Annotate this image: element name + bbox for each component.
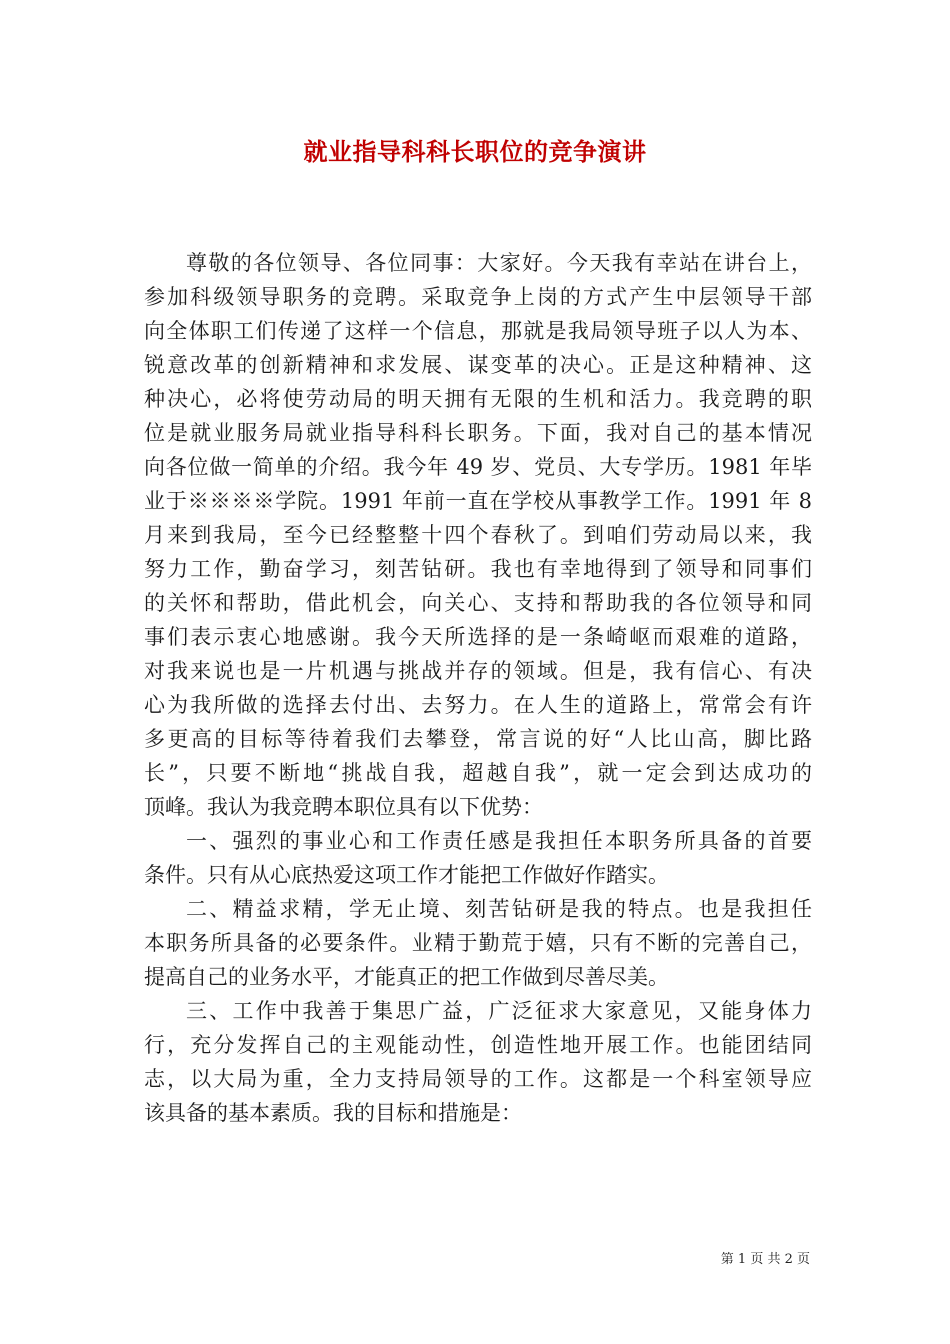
text-line: 条件。只有从心底热爱这项工作才能把工作做好作踏实。 xyxy=(144,863,669,887)
text-line: 二、精益求精，学无止境、刻苦钻研是我的特点。也是我担任 xyxy=(186,897,812,921)
text-line: 一、强烈的事业心和工作责任感是我担任本职务所具备的首要 xyxy=(186,829,812,853)
page-footer: 第 1 页 共 2 页 xyxy=(720,1252,810,1267)
text-line: 的关怀和帮助，借此机会，向关心、支持和帮助我的各位领导和同 xyxy=(144,591,812,615)
text-line: 位是就业服务局就业指导科科长职务。下面，我对自己的基本情况 xyxy=(144,421,812,445)
text-line: 业于※※※※学院。1991 年前一直在学校从事教学工作。1991 年 8 xyxy=(144,489,812,513)
text-line: 心为我所做的选择去付出、去努力。在人生的道路上，常常会有许 xyxy=(144,693,812,717)
text-line: 三、工作中我善于集思广益，广泛征求大家意见，又能身体力 xyxy=(186,999,812,1023)
document-title: 就业指导科科长职位的竞争演讲 xyxy=(303,137,647,166)
text-line: 顶峰。我认为我竞聘本职位具有以下优势： xyxy=(144,795,543,819)
text-line: 尊敬的各位领导、各位同事：大家好。今天我有幸站在讲台上， xyxy=(186,251,812,275)
text-line: 对我来说也是一片机遇与挑战并存的领域。但是，我有信心、有决 xyxy=(144,659,812,683)
text-line: 努力工作，勤奋学习，刻苦钻研。我也有幸地得到了领导和同事们 xyxy=(144,557,812,581)
text-line: 种决心，必将使劳动局的明天拥有无限的生机和活力。我竞聘的职 xyxy=(144,387,812,411)
text-line: 志，以大局为重，全力支持局领导的工作。这都是一个科室领导应 xyxy=(144,1067,812,1091)
text-line: 月来到我局，至今已经整整十四个春秋了。到咱们劳动局以来，我 xyxy=(144,523,812,547)
text-line: 参加科级领导职务的竞聘。采取竞争上岗的方式产生中层领导干部 xyxy=(144,285,812,309)
text-line: 锐意改革的创新精神和求发展、谋变革的决心。正是这种精神、这 xyxy=(144,353,812,377)
text-line: 多更高的目标等待着我们去攀登，常言说的好“人比山高，脚比路 xyxy=(144,727,812,751)
text-line: 行，充分发挥自己的主观能动性，创造性地开展工作。也能团结同 xyxy=(144,1033,812,1057)
text-line: 事们表示衷心地感谢。我今天所选择的是一条崎岖而艰难的道路， xyxy=(144,625,812,649)
text-line: 该具备的基本素质。我的目标和措施是： xyxy=(144,1101,522,1125)
text-line: 本职务所具备的必要条件。业精于勤荒于嬉，只有不断的完善自己， xyxy=(144,931,812,955)
text-line: 提高自己的业务水平，才能真正的把工作做到尽善尽美。 xyxy=(144,965,669,989)
text-line: 长”，只要不断地“挑战自我，超越自我”，就一定会到达成功的 xyxy=(144,761,812,785)
text-line: 向全体职工们传递了这样一个信息，那就是我局领导班子以人为本、 xyxy=(144,319,812,343)
document-body xyxy=(144,246,812,1130)
text-line: 向各位做一简单的介绍。我今年 49 岁、党员、大专学历。1981 年毕 xyxy=(144,455,812,479)
